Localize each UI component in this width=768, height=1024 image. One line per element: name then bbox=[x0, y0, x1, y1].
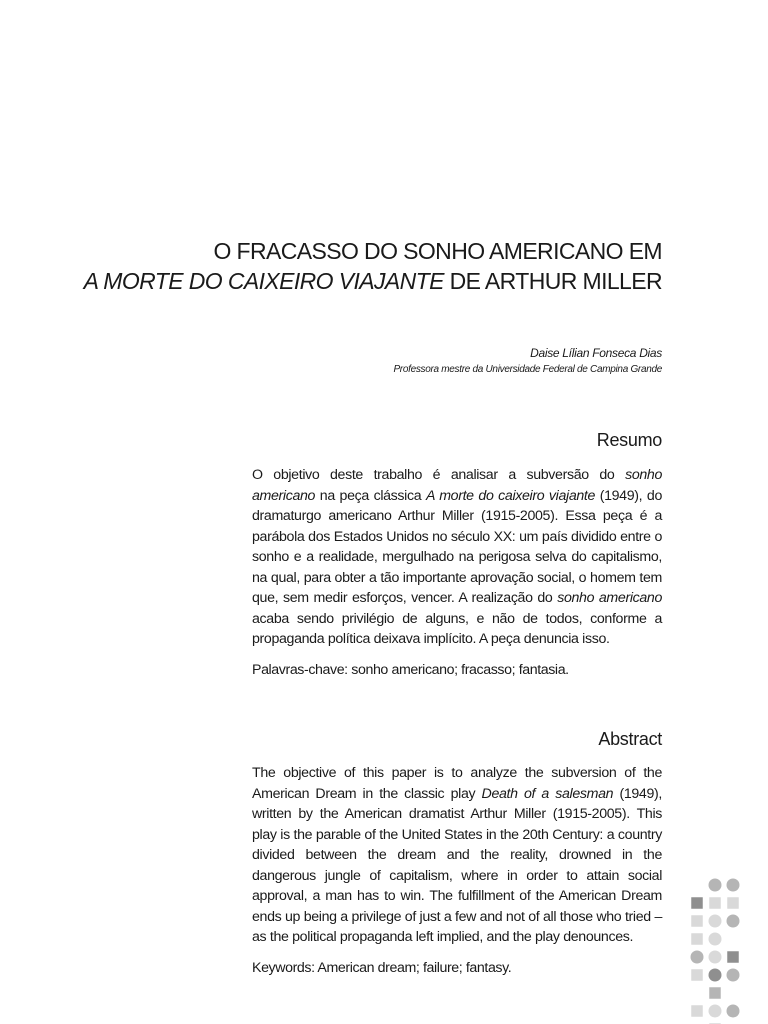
decorative-dot bbox=[691, 951, 704, 964]
resumo-heading: Resumo bbox=[596, 430, 662, 450]
decorative-dot bbox=[709, 933, 722, 946]
decorative-dot bbox=[709, 879, 722, 892]
decorative-dot bbox=[709, 969, 722, 982]
decorative-square bbox=[691, 897, 704, 910]
resumo-text-4: acaba sendo privilégio de alguns, e não de todos, conforme a propaganda política deixava implícito. A peça denuncia isso. bbox=[252, 610, 662, 647]
decorative-square bbox=[691, 915, 704, 928]
resumo-text-3: (1949), do dramaturgo americano Arthur Miller (1915-2005). Essa peça é a parábola dos Estados Unidos no século XX: um país dividido entre o sonho e a realidade, mergulhado na perigosa selva do capitalismo, na qual, para obter a tão importante aprovação social, o homem tem que, sem medir esforços, vencer. A realização do bbox=[252, 487, 662, 606]
abstract-heading: Abstract bbox=[598, 729, 662, 749]
abstract-text-1: The objective of this paper is to analyze the subversion of the American Dream in the classic play bbox=[252, 765, 662, 802]
title-line-2-rest: DE ARTHUR MILLER bbox=[443, 268, 662, 294]
resumo-italic-3: sonho americano bbox=[557, 590, 662, 606]
decorative-square bbox=[709, 987, 722, 1000]
author-affiliation: Professora mestre da Universidade Federal de Campina Grande bbox=[393, 364, 662, 375]
resumo-italic-2: A morte do caixeiro viajante bbox=[425, 487, 596, 504]
decorative-square bbox=[691, 1005, 704, 1018]
abstract-text-2: (1949), written by the American dramatist Arthur Miller (1915-2005). This play is the parable of the United States in the 20th Century: a country divided between the dream and the reality, drowned in the dangerous jungle of capitalism, where in order to attain social approval, a man has to win. The fulfillment of the American Dream ends up being a privilege of just a few and not of all those who tried – as the political propaganda left implied, and the play denounces. bbox=[252, 785, 662, 945]
resumo-paragraph bbox=[252, 465, 662, 650]
resumo-text-1: O objetivo deste trabalho é analisar a subversão do bbox=[252, 467, 626, 483]
decorative-square bbox=[691, 933, 704, 946]
decorative-square bbox=[727, 951, 740, 964]
decorative-square bbox=[691, 969, 704, 982]
article-title bbox=[62, 236, 662, 296]
decorative-dot bbox=[727, 915, 740, 928]
abstract-keywords: Keywords: American dream; failure; fantasy. bbox=[252, 960, 512, 976]
decorative-dot bbox=[727, 969, 740, 982]
decorative-shapes bbox=[691, 879, 740, 1024]
title-line-2 bbox=[62, 266, 662, 296]
abstract-paragraph bbox=[252, 763, 662, 948]
title-play-name: A MORTE DO CAIXEIRO VIAJANTE bbox=[83, 268, 444, 294]
decorative-dot bbox=[727, 879, 740, 892]
decorative-square bbox=[727, 897, 740, 910]
resumo-italic-1: sonho americano bbox=[252, 467, 662, 504]
title-line-1: O FRACASSO DO SONHO AMERICANO EM bbox=[213, 238, 662, 264]
resumo-text-2: na peça clássica bbox=[315, 487, 426, 504]
decorative-dot bbox=[727, 1005, 740, 1018]
decorative-dot bbox=[709, 1005, 722, 1018]
decorative-square bbox=[709, 897, 722, 910]
abstract-italic-1: Death of a salesman bbox=[481, 785, 614, 802]
decorative-dot bbox=[709, 915, 722, 928]
author-name: Daise Lílian Fonseca Dias bbox=[530, 346, 662, 360]
decorative-dot bbox=[709, 951, 722, 964]
resumo-keywords: Palavras-chave: sonho americano; fracasso; fantasia. bbox=[252, 662, 569, 678]
